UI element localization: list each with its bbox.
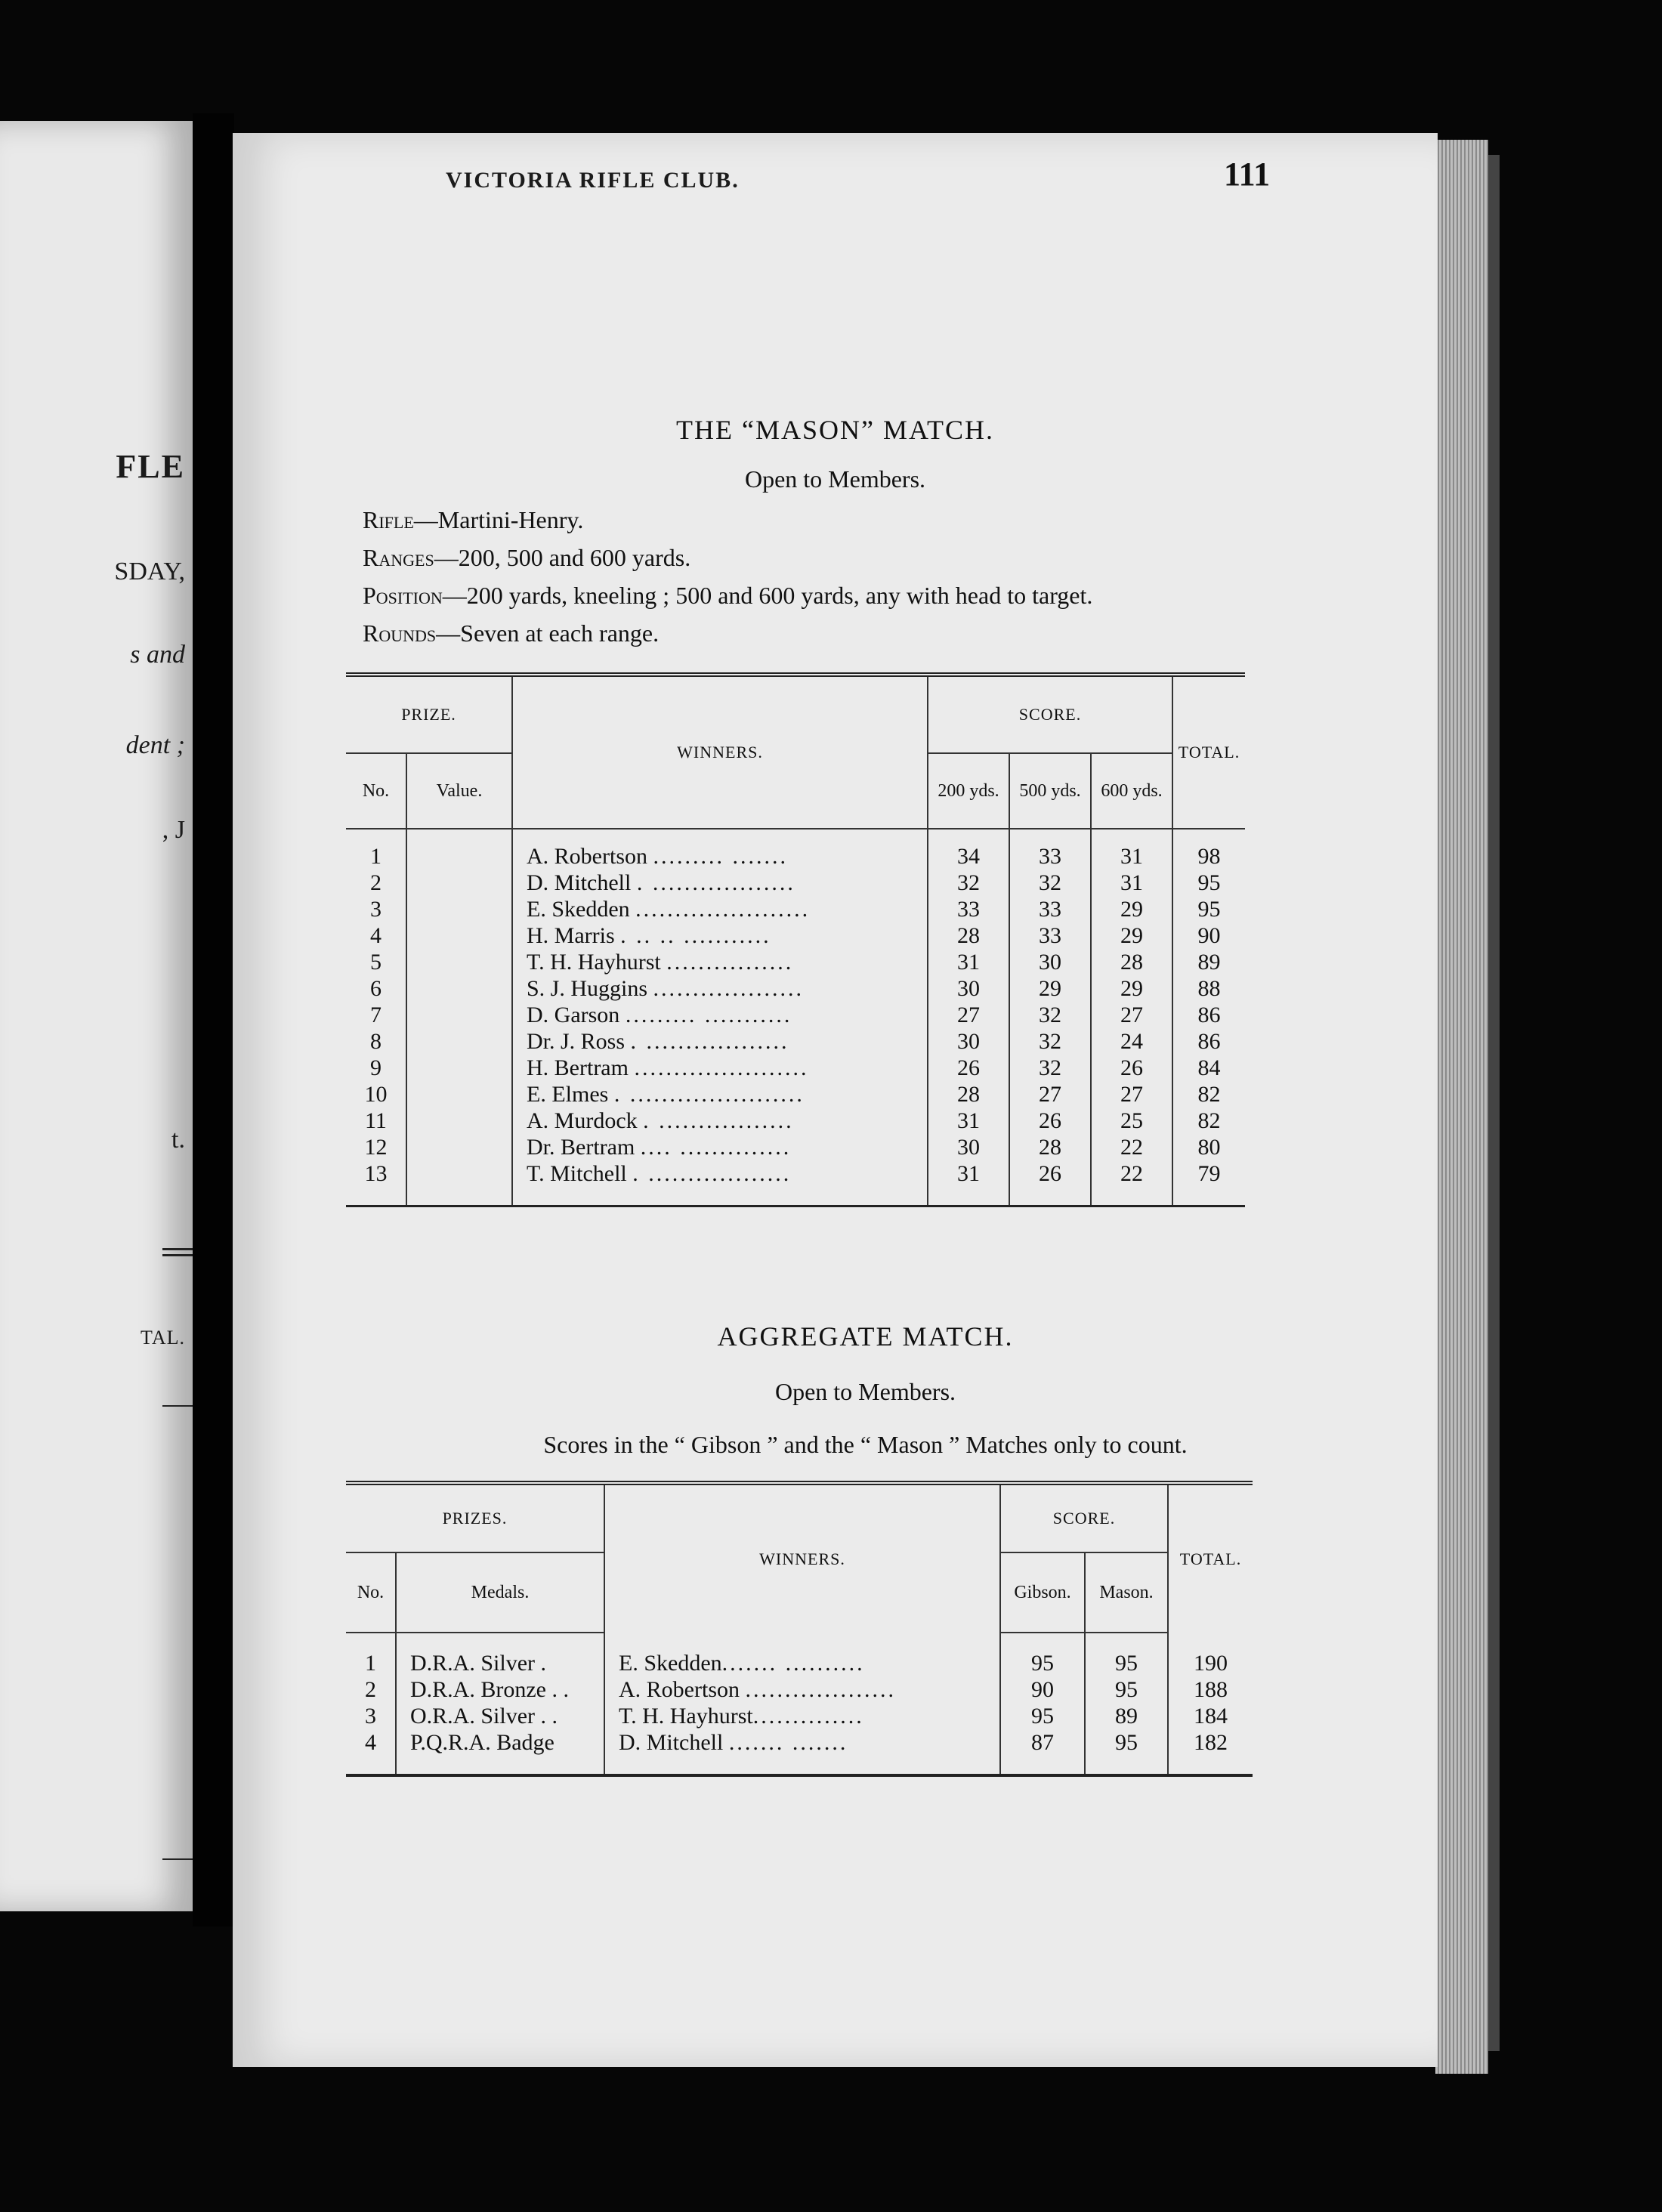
dot-leader: . ..................: [636, 870, 795, 895]
table-row: [346, 1703, 1253, 1729]
score-mason: 95: [1085, 1729, 1168, 1775]
left-page-fragment: dent ;: [125, 731, 185, 759]
prize-number: 13: [364, 1161, 388, 1186]
winner-name: E. Skedden: [527, 897, 630, 922]
score-600: 29: [1091, 975, 1172, 1002]
score-200: 33: [928, 896, 1009, 922]
rule-label: Position: [363, 582, 443, 609]
winner-cell: [512, 922, 928, 949]
prize-value: [406, 1134, 512, 1160]
score-total: 95: [1172, 870, 1245, 896]
header-winners: WINNERS.: [604, 1483, 1000, 1633]
dot-leader: . ..................: [632, 1161, 792, 1186]
prize-number: 4: [370, 923, 382, 948]
header-mason: Mason.: [1085, 1552, 1168, 1633]
aggregate-match-note: Scores in the “ Gibson ” and the “ Mason ” Matches only to count.: [543, 1431, 1188, 1458]
prize-number: 8: [370, 1029, 382, 1054]
left-page-fragment: , J: [162, 816, 185, 844]
winner-cell: [512, 870, 928, 896]
prize-number: 7: [370, 1003, 382, 1027]
prize-value: [406, 1160, 512, 1206]
left-page-fragment: s and: [130, 641, 185, 669]
left-page-total-fragment: TAL.: [141, 1327, 185, 1349]
winner-name: S. J. Huggins: [527, 976, 648, 1001]
left-page-fragment: t.: [171, 1126, 185, 1154]
medal-name: D.R.A. Bronze . .: [396, 1676, 604, 1703]
score-total: 80: [1172, 1134, 1245, 1160]
prize-number: 2: [370, 870, 382, 895]
prize-value: [406, 975, 512, 1002]
prize-number: 9: [370, 1055, 382, 1080]
header-total: TOTAL.: [1168, 1483, 1253, 1633]
score-total: 84: [1172, 1055, 1245, 1081]
left-page-rule: [162, 1254, 193, 1256]
winner-cell: [512, 896, 928, 922]
score-600: 31: [1091, 870, 1172, 896]
winner-name: A. Robertson: [619, 1677, 740, 1702]
score-total: 188: [1168, 1676, 1253, 1703]
dot-leader: ...................: [653, 976, 805, 1001]
mason-match-subtitle: Open to Members.: [744, 465, 926, 493]
score-200: 30: [928, 1134, 1009, 1160]
rule-rifle: [363, 506, 583, 534]
header-gibson: Gibson.: [1000, 1552, 1085, 1633]
score-mason: 95: [1085, 1633, 1168, 1676]
winner-name: D. Garson: [527, 1003, 620, 1027]
header-winners: WINNERS.: [512, 675, 928, 829]
left-facing-page: [0, 121, 193, 1911]
score-500: 32: [1009, 1055, 1091, 1081]
score-total: 89: [1172, 949, 1245, 975]
score-mason: 95: [1085, 1676, 1168, 1703]
winner-cell: [512, 975, 928, 1002]
score-total: 79: [1172, 1160, 1245, 1206]
score-total: 95: [1172, 896, 1245, 922]
prize-number: 11: [365, 1108, 387, 1133]
table-row: [346, 1729, 1253, 1775]
score-600: 27: [1091, 1081, 1172, 1108]
prize-number: 1: [365, 1651, 376, 1676]
page-stack-edge: [1488, 155, 1500, 2051]
page-number: 111: [1224, 156, 1271, 193]
book-gutter: [193, 113, 234, 1926]
header-value: Value.: [406, 753, 512, 829]
dot-leader: ..............: [752, 1704, 864, 1729]
header-score: SCORE.: [928, 675, 1172, 753]
score-total: 190: [1168, 1633, 1253, 1676]
winner-cell: [604, 1729, 1000, 1775]
aggregate-results-table: [346, 1481, 1253, 1777]
rule-ranges: [363, 544, 690, 572]
header-prizes: PRIZES.: [346, 1483, 604, 1552]
rule-label: Ranges: [363, 544, 434, 571]
left-page-rule: [162, 1248, 193, 1250]
prize-number: 3: [370, 897, 382, 922]
score-gibson: 87: [1000, 1729, 1085, 1775]
aggregate-match-title: AGGREGATE MATCH.: [717, 1321, 1014, 1352]
prize-number: 10: [364, 1082, 388, 1107]
header-total: TOTAL.: [1172, 675, 1245, 829]
header-prize: PRIZE.: [346, 675, 512, 753]
prize-number: 5: [370, 950, 382, 975]
prize-number: 6: [370, 976, 382, 1001]
score-total: 86: [1172, 1028, 1245, 1055]
score-200: 32: [928, 870, 1009, 896]
winner-cell: [512, 1055, 928, 1081]
rule-label: Rifle: [363, 506, 414, 533]
dot-leader: .... ..............: [640, 1135, 792, 1160]
dot-leader: ......................: [635, 897, 811, 922]
score-200: 27: [928, 1002, 1009, 1028]
rule-rounds: [363, 619, 659, 647]
book-page: [233, 133, 1438, 2067]
score-total: 86: [1172, 1002, 1245, 1028]
left-page-fragment: SDAY,: [114, 558, 185, 585]
rule-label: Rounds: [363, 619, 437, 647]
dot-leader: ....... ..........: [721, 1650, 865, 1676]
left-page-rule: [162, 1858, 193, 1860]
header-no: No.: [346, 753, 406, 829]
running-title: VICTORIA RIFLE CLUB.: [446, 168, 740, 193]
prize-value: [406, 1081, 512, 1108]
prize-number: 3: [365, 1704, 376, 1729]
score-500: 26: [1009, 1160, 1091, 1206]
score-200: 28: [928, 1081, 1009, 1108]
winner-name: T. H. Hayhurst: [619, 1704, 753, 1729]
table-row: [346, 870, 1245, 896]
rule-text: —Martini-Henry.: [413, 506, 584, 533]
prize-number: 12: [364, 1135, 388, 1160]
score-500: 30: [1009, 949, 1091, 975]
winner-cell: [512, 1134, 928, 1160]
score-500: 28: [1009, 1134, 1091, 1160]
score-500: 33: [1009, 829, 1091, 870]
winner-name: D. Mitchell: [527, 870, 632, 895]
score-600: 26: [1091, 1055, 1172, 1081]
prize-value: [406, 896, 512, 922]
score-500: 27: [1009, 1081, 1091, 1108]
winner-name: D. Mitchell: [619, 1730, 724, 1755]
score-total: 88: [1172, 975, 1245, 1002]
score-500: 33: [1009, 922, 1091, 949]
score-mason: 89: [1085, 1703, 1168, 1729]
table-row: [346, 1134, 1245, 1160]
winner-cell: [512, 829, 928, 870]
table-row: [346, 829, 1245, 870]
score-200: 31: [928, 1108, 1009, 1134]
score-200: 30: [928, 975, 1009, 1002]
prize-value: [406, 1002, 512, 1028]
dot-leader: . .................: [643, 1108, 794, 1133]
winner-cell: [512, 1081, 928, 1108]
score-600: 29: [1091, 896, 1172, 922]
dot-leader: . .. .. ...........: [620, 923, 771, 948]
score-200: 26: [928, 1055, 1009, 1081]
score-total: 82: [1172, 1081, 1245, 1108]
score-total: 184: [1168, 1703, 1253, 1729]
winner-cell: [512, 1002, 928, 1028]
mason-results-table: [346, 672, 1245, 1207]
table-row: [346, 922, 1245, 949]
table-row: [346, 1108, 1245, 1134]
prize-value: [406, 829, 512, 870]
dot-leader: . ..................: [630, 1029, 789, 1054]
table-row: [346, 1028, 1245, 1055]
winner-name: A. Murdock: [527, 1108, 638, 1133]
score-gibson: 90: [1000, 1676, 1085, 1703]
header-score: SCORE.: [1000, 1483, 1168, 1552]
score-500: 32: [1009, 1002, 1091, 1028]
winner-name: T. Mitchell: [527, 1161, 627, 1186]
prize-number: 4: [365, 1730, 376, 1755]
table-row: [346, 1055, 1245, 1081]
rule-text: —Seven at each range.: [436, 619, 660, 647]
score-200: 31: [928, 1160, 1009, 1206]
header-200-yds: 200 yds.: [928, 753, 1009, 829]
winner-cell: [512, 949, 928, 975]
medal-name: O.R.A. Silver . .: [396, 1703, 604, 1729]
header-500-yds: 500 yds.: [1009, 753, 1091, 829]
score-600: 27: [1091, 1002, 1172, 1028]
prize-value: [406, 1108, 512, 1134]
mason-match-title: THE “MASON” MATCH.: [676, 415, 994, 445]
prize-value: [406, 870, 512, 896]
page-stack-edge: [1435, 140, 1488, 2074]
score-500: 32: [1009, 870, 1091, 896]
winner-name: T. H. Hayhurst: [527, 950, 661, 975]
dot-leader: ...................: [745, 1677, 896, 1702]
medal-name: P.Q.R.A. Badge: [396, 1729, 604, 1775]
prize-value: [406, 949, 512, 975]
winner-cell: [604, 1633, 1000, 1676]
prize-value: [406, 1055, 512, 1081]
score-total: 82: [1172, 1108, 1245, 1134]
rule-text: —200 yards, kneeling ; 500 and 600 yards, any with head to target.: [442, 582, 1093, 609]
table-row: [346, 1633, 1253, 1676]
dot-leader: . ......................: [613, 1082, 805, 1107]
rule-text: —200, 500 and 600 yards.: [434, 544, 691, 571]
header-no: No.: [346, 1552, 396, 1633]
winner-cell: [512, 1028, 928, 1055]
prize-number: 2: [365, 1677, 376, 1702]
score-200: 34: [928, 829, 1009, 870]
score-500: 33: [1009, 896, 1091, 922]
score-200: 31: [928, 949, 1009, 975]
score-gibson: 95: [1000, 1633, 1085, 1676]
prize-value: [406, 922, 512, 949]
score-600: 31: [1091, 829, 1172, 870]
left-page-rule: [162, 1405, 193, 1407]
score-600: 22: [1091, 1160, 1172, 1206]
score-500: 26: [1009, 1108, 1091, 1134]
table-row: [346, 1676, 1253, 1703]
winner-cell: [512, 1108, 928, 1134]
table-row: [346, 1160, 1245, 1206]
table-row: [346, 896, 1245, 922]
score-gibson: 95: [1000, 1703, 1085, 1729]
table-row: [346, 975, 1245, 1002]
dot-leader: ......... .......: [653, 844, 788, 869]
score-600: 28: [1091, 949, 1172, 975]
dot-leader: ......................: [634, 1055, 809, 1080]
score-600: 22: [1091, 1134, 1172, 1160]
winner-name: E. Skedden: [619, 1650, 722, 1676]
score-600: 25: [1091, 1108, 1172, 1134]
dot-leader: ....... .......: [728, 1730, 848, 1755]
medal-name: D.R.A. Silver .: [396, 1633, 604, 1676]
dot-leader: ......... ...........: [625, 1003, 792, 1027]
score-500: 29: [1009, 975, 1091, 1002]
score-500: 32: [1009, 1028, 1091, 1055]
left-page-fragment: FLE: [116, 448, 185, 485]
winner-cell: [604, 1703, 1000, 1729]
header-medals: Medals.: [396, 1552, 604, 1633]
winner-name: H. Bertram: [527, 1055, 629, 1080]
score-200: 28: [928, 922, 1009, 949]
winner-cell: [512, 1160, 928, 1206]
score-total: 98: [1172, 829, 1245, 870]
prize-value: [406, 1028, 512, 1055]
score-total: 182: [1168, 1729, 1253, 1775]
header-600-yds: 600 yds.: [1091, 753, 1172, 829]
score-600: 24: [1091, 1028, 1172, 1055]
winner-cell: [604, 1676, 1000, 1703]
prize-number: 1: [370, 844, 382, 869]
table-row: [346, 949, 1245, 975]
winner-name: Dr. J. Ross: [527, 1029, 626, 1054]
score-total: 90: [1172, 922, 1245, 949]
dot-leader: ................: [666, 950, 794, 975]
winner-name: E. Elmes: [527, 1082, 609, 1107]
aggregate-match-subtitle: Open to Members.: [774, 1378, 956, 1405]
score-600: 29: [1091, 922, 1172, 949]
winner-name: Dr. Bertram: [527, 1135, 635, 1160]
score-200: 30: [928, 1028, 1009, 1055]
table-row: [346, 1002, 1245, 1028]
rule-position: [363, 582, 1092, 610]
table-row: [346, 1081, 1245, 1108]
winner-name: H. Marris: [527, 923, 615, 948]
winner-name: A. Robertson: [527, 844, 647, 869]
